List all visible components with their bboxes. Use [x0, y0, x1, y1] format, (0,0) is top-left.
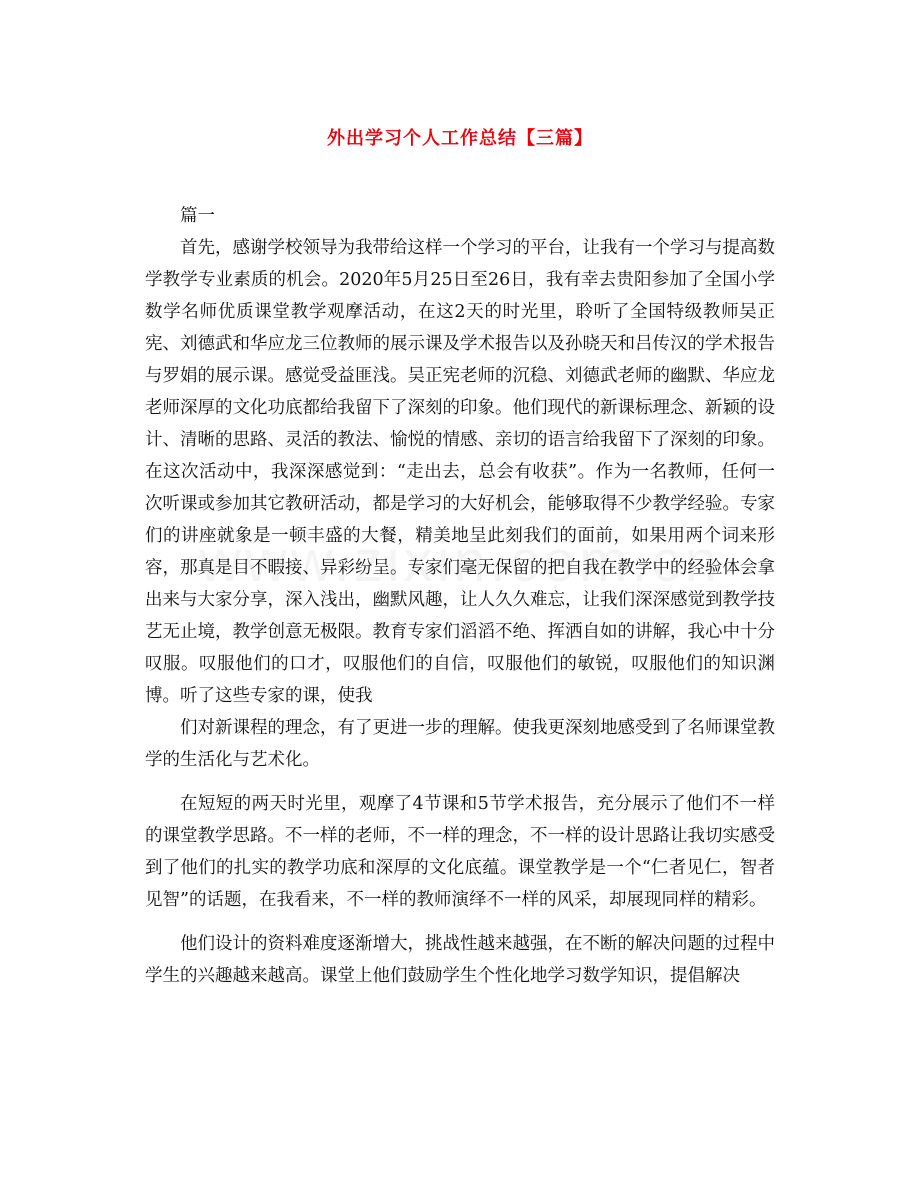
section-heading: 篇一 [180, 206, 215, 226]
document-title: 外出学习个人工作总结【三篇】 [327, 128, 593, 149]
paragraph-2: 们对新课程的理念，有了更进一步的理解。使我更深刻地感受到了名师课堂教学的生活化与艺术化。 [145, 718, 775, 770]
paragraph-1: 首先，感谢学校领导为我带给这样一个学习的平台，让我有一个学习与提高数学教学专业素质的机会。2020年5月25日至26日，我有幸去贵阳参加了全国小学数学名师优质课堂教学观摩活动，在这2天的时光里，聆听了全国特级教师吴正宪、刘德武和华应龙三位教师的展示课及学术报告以及孙晓天和吕传汉的学术报告与罗娟的展示课。感觉受益匪浅。吴正宪老师的沉稳、刘德武老师的幽默、华应龙老师深厚的文化功底都给我留下了深刻的印象。他们现代的新课标理念、新颖的设计、清晰的思路、灵活的教法、愉悦的情感、亲切的语言给我留下了深刻的印象。在这次活动中，我深深感觉到：“走出去，总会有收获”。作为一名教师，任何一次听课或参加其它教研活动，都是学习的大好机会，能够取得不少教学经验。专家们的讲座就象是一顿丰盛的大餐，精美地呈此刻我们的面前，如果用两个词来形容，那真是目不暇接、异彩纷呈。专家们毫无保留的把自我在教学中的经验体会拿出来与大家分享，深入浅出，幽默风趣，让人久久难忘，让我们深深感觉到教学技艺无止境，教学创意无极限。教育专家们滔滔不绝、挥洒自如的讲解，我心中十分叹服。叹服他们的口才，叹服他们的自信，叹服他们的敏锐，叹服他们的知识渊博。听了这些专家的课，使我 [145, 238, 775, 706]
paragraph-3: 在短短的两天时光里，观摩了4节课和5节学术报告，充分展示了他们不一样的课堂教学思路。不一样的老师，不一样的理念，不一样的设计思路让我切实感受到了他们的扎实的教学功底和深厚的文化底蕴。课堂教学是一个“仁者见仁，智者见智”的话题，在我看来，不一样的教师演绎不一样的风采，却展现同样的精彩。 [145, 794, 775, 910]
paragraph-4: 他们设计的资料难度逐渐增大，挑战性越来越强，在不断的解决问题的过程中学生的兴趣越来越高。课堂上他们鼓励学生个性化地学习数学知识，提倡解决 [145, 934, 775, 986]
document-body [145, 200, 775, 992]
